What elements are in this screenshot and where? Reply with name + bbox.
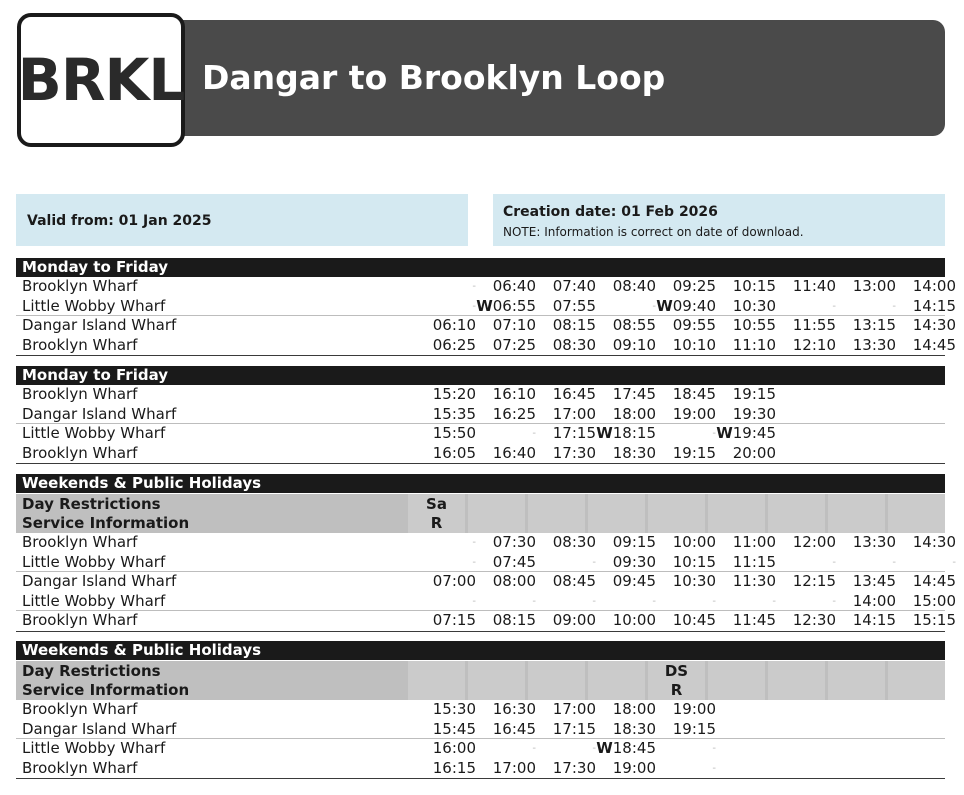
wharf-marker: W: [476, 296, 493, 315]
table-row: [16, 296, 956, 316]
departure-time: 07:30: [492, 533, 536, 551]
departure-time: 17:45: [612, 385, 656, 403]
departure-time: 17:00: [552, 404, 596, 423]
table-row: [16, 759, 945, 778]
stop-name: Little Wobby Wharf: [22, 552, 166, 571]
departure-time: W18:45: [596, 739, 656, 758]
departure-time: W19:45: [716, 424, 776, 443]
restriction-cell: [528, 494, 585, 533]
departure-time: 13:15: [852, 316, 896, 335]
stop-name: Brooklyn Wharf: [22, 385, 138, 403]
departure-time: 10:00: [672, 533, 716, 551]
departure-time: 10:10: [672, 335, 716, 354]
departure-time: 09:00: [552, 611, 596, 630]
day-restriction: DS: [664, 662, 689, 680]
departure-time: 15:35: [432, 404, 476, 423]
restriction-cell: [408, 661, 465, 700]
departure-time: 09:55: [672, 316, 716, 335]
section-title: Monday to Friday: [22, 366, 169, 384]
restriction-cell: [708, 661, 765, 700]
no-service-dash: -: [472, 556, 476, 568]
departure-time: 12:15: [792, 572, 836, 591]
restriction-cell: [588, 494, 645, 533]
departure-time: 10:30: [672, 572, 716, 591]
departure-time: 11:55: [792, 316, 836, 335]
restriction-cell: [828, 661, 885, 700]
departure-time: 14:00: [912, 277, 956, 295]
restrictions-block: [16, 661, 945, 700]
no-service-dash: -: [892, 556, 896, 568]
no-service-dash: -: [772, 595, 776, 607]
restriction-cell: [828, 494, 885, 533]
section-title: Weekends & Public Holidays: [22, 641, 262, 659]
departure-time: 18:00: [612, 404, 656, 423]
departure-time: 17:30: [552, 443, 596, 462]
stop-name: Little Wobby Wharf: [22, 591, 166, 610]
departure-time: 06:40: [492, 277, 536, 295]
download-note: NOTE: Information is correct on date of download.: [503, 225, 804, 239]
departure-time: 11:40: [792, 277, 836, 295]
departure-time: 17:15: [552, 424, 596, 443]
restriction-cell: [768, 661, 825, 700]
no-service-dash: -: [832, 595, 836, 607]
no-service-dash: -: [592, 556, 596, 568]
table-row: [16, 335, 956, 355]
departure-time: W09:40: [656, 296, 716, 315]
table-row: [16, 444, 945, 463]
no-service-dash: -: [712, 762, 716, 774]
departure-time: W06:55: [476, 296, 536, 315]
restriction-cell: [708, 494, 765, 533]
departure-time: 19:15: [732, 385, 776, 403]
table-row: [16, 611, 956, 630]
table-row: [16, 739, 945, 758]
departure-time: 16:40: [492, 443, 536, 462]
no-service-dash: -: [712, 428, 716, 440]
departure-time: 17:00: [492, 758, 536, 777]
departure-time: 15:50: [432, 424, 476, 443]
departure-time: 19:00: [672, 404, 716, 423]
departure-time: 06:25: [432, 335, 476, 354]
section-bottom-rule: [16, 778, 945, 779]
departure-time: 13:00: [852, 277, 896, 295]
departure-time: 16:15: [432, 758, 476, 777]
stop-name: Brooklyn Wharf: [22, 277, 138, 295]
departure-time: 19:00: [612, 758, 656, 777]
departure-time: 09:25: [672, 277, 716, 295]
table-row: [16, 277, 956, 296]
departure-time: 16:00: [432, 739, 476, 758]
departure-time: 15:30: [432, 700, 476, 718]
departure-time: 14:30: [912, 316, 956, 335]
no-service-dash: -: [472, 595, 476, 607]
departure-time: 11:30: [732, 572, 776, 591]
section-title: Weekends & Public Holidays: [22, 474, 262, 492]
no-service-dash: -: [592, 595, 596, 607]
restriction-cell: [888, 661, 945, 700]
table-row: [16, 552, 956, 572]
no-service-dash: -: [832, 300, 836, 312]
departure-time: 11:10: [732, 335, 776, 354]
table-row: [16, 405, 945, 424]
creation-date-box: [493, 194, 945, 246]
stop-name: Little Wobby Wharf: [22, 424, 166, 443]
restriction-cell: [768, 494, 825, 533]
table-row: [16, 572, 956, 591]
table-row: [16, 316, 956, 335]
departure-time: 15:45: [432, 719, 476, 738]
departure-time: 09:45: [612, 572, 656, 591]
departure-time: 20:00: [732, 443, 776, 462]
valid-from: Valid from: 01 Jan 2025: [27, 213, 212, 229]
service-info: R: [670, 681, 683, 699]
departure-time: 14:45: [912, 335, 956, 354]
departure-time: 16:45: [492, 719, 536, 738]
no-service-dash: -: [532, 428, 536, 440]
departure-time: 07:00: [432, 572, 476, 591]
departure-time: 16:05: [432, 443, 476, 462]
departure-time: 10:45: [672, 611, 716, 630]
departure-time: 17:00: [552, 700, 596, 718]
departure-time: 19:15: [672, 719, 716, 738]
no-service-dash: -: [652, 300, 656, 312]
stop-name: Dangar Island Wharf: [22, 316, 177, 335]
departure-time: 10:00: [612, 611, 656, 630]
departure-time: 09:30: [612, 552, 656, 571]
departure-time: 13:45: [852, 572, 896, 591]
departure-time: 13:30: [852, 533, 896, 551]
departure-time: 07:55: [552, 296, 596, 315]
departure-time: 15:15: [912, 611, 956, 630]
departure-time: 09:10: [612, 335, 656, 354]
no-service-dash: -: [712, 743, 716, 755]
no-service-dash: -: [592, 743, 596, 755]
route-code-badge: [17, 13, 185, 147]
departure-time: 09:15: [612, 533, 656, 551]
stop-name: Brooklyn Wharf: [22, 611, 138, 630]
departure-time: 10:15: [732, 277, 776, 295]
departure-time: 08:30: [552, 335, 596, 354]
departure-time: 14:00: [852, 591, 896, 610]
wharf-marker: W: [716, 424, 733, 443]
departure-time: 06:10: [432, 316, 476, 335]
service-information-label: Service Information: [22, 681, 190, 699]
table-row: [16, 385, 945, 404]
stop-name: Little Wobby Wharf: [22, 296, 166, 315]
route-title: Dangar to Brooklyn Loop: [202, 58, 666, 97]
table-row: [16, 424, 945, 443]
departure-time: 07:40: [552, 277, 596, 295]
route-code: BRKL: [17, 46, 185, 114]
restriction-cell: [468, 494, 525, 533]
no-service-dash: -: [952, 556, 956, 568]
departure-time: 15:20: [432, 385, 476, 403]
departure-time: 16:10: [492, 385, 536, 403]
departure-time: 07:45: [492, 552, 536, 571]
departure-time: 08:45: [552, 572, 596, 591]
departure-time: 12:30: [792, 611, 836, 630]
departure-time: 07:15: [432, 611, 476, 630]
departure-time: W18:15: [596, 424, 656, 443]
departure-time: 13:30: [852, 335, 896, 354]
day-restriction: Sa: [426, 495, 447, 513]
restriction-cell: [588, 661, 645, 700]
stop-name: Dangar Island Wharf: [22, 572, 177, 591]
departure-time: 16:45: [552, 385, 596, 403]
departure-time: 11:15: [732, 552, 776, 571]
departure-time: 17:30: [552, 758, 596, 777]
wharf-marker: W: [596, 739, 613, 758]
creation-date: Creation date: 01 Feb 2026: [503, 204, 718, 220]
stop-name: Dangar Island Wharf: [22, 719, 177, 738]
departure-time: 12:00: [792, 533, 836, 551]
departure-time: 10:30: [732, 296, 776, 315]
section-title: Monday to Friday: [22, 258, 169, 276]
day-restrictions-label: Day Restrictions: [22, 662, 161, 680]
no-service-dash: -: [832, 556, 836, 568]
departure-time: 18:30: [612, 719, 656, 738]
departure-time: 14:30: [912, 533, 956, 551]
wharf-marker: W: [596, 424, 613, 443]
departure-time: 11:45: [732, 611, 776, 630]
departure-time: 10:55: [732, 316, 776, 335]
departure-time: 15:00: [912, 591, 956, 610]
service-information-label: Service Information: [22, 514, 190, 532]
stop-name: Little Wobby Wharf: [22, 739, 166, 758]
departure-time: 19:15: [672, 443, 716, 462]
restriction-cell: [468, 661, 525, 700]
stop-name: Brooklyn Wharf: [22, 335, 138, 354]
departure-time: 14:15: [852, 611, 896, 630]
departure-time: 19:30: [732, 404, 776, 423]
no-service-dash: -: [712, 595, 716, 607]
service-info: R: [430, 514, 443, 532]
departure-time: 18:45: [672, 385, 716, 403]
table-row: [16, 591, 956, 611]
restriction-cell: [528, 661, 585, 700]
departure-time: 07:25: [492, 335, 536, 354]
no-service-dash: -: [472, 281, 476, 292]
departure-time: 08:15: [552, 316, 596, 335]
no-service-dash: -: [652, 595, 656, 607]
no-service-dash: -: [472, 300, 476, 312]
departure-time: 18:00: [612, 700, 656, 718]
stop-name: Brooklyn Wharf: [22, 700, 138, 718]
departure-time: 16:25: [492, 404, 536, 423]
departure-time: 12:10: [792, 335, 836, 354]
section-header: [16, 258, 945, 277]
departure-time: 08:30: [552, 533, 596, 551]
departure-time: 11:00: [732, 533, 776, 551]
stop-name: Brooklyn Wharf: [22, 758, 138, 777]
departure-time: 16:30: [492, 700, 536, 718]
section-bottom-rule: [16, 355, 945, 356]
departure-time: 14:45: [912, 572, 956, 591]
table-row: [16, 720, 945, 739]
section-bottom-rule: [16, 631, 945, 632]
section-header: [16, 366, 945, 385]
section-bottom-rule: [16, 463, 945, 464]
day-restrictions-label: Day Restrictions: [22, 495, 161, 513]
table-row: [16, 700, 945, 719]
stop-name: Brooklyn Wharf: [22, 533, 138, 551]
no-service-dash: -: [532, 595, 536, 607]
departure-time: 08:40: [612, 277, 656, 295]
table-row: [16, 533, 956, 552]
departure-time: 19:00: [672, 700, 716, 718]
valid-from-box: [16, 194, 468, 246]
departure-time: 10:15: [672, 552, 716, 571]
section-header: [16, 474, 945, 493]
restriction-cell: [888, 494, 945, 533]
departure-time: 08:00: [492, 572, 536, 591]
departure-time: 08:15: [492, 611, 536, 630]
departure-time: 08:55: [612, 316, 656, 335]
restrictions-block: [16, 494, 945, 533]
departure-time: 18:30: [612, 443, 656, 462]
stop-name: Brooklyn Wharf: [22, 443, 138, 462]
stop-name: Dangar Island Wharf: [22, 404, 177, 423]
restriction-cell: [648, 494, 705, 533]
no-service-dash: -: [472, 537, 476, 548]
no-service-dash: -: [892, 300, 896, 312]
wharf-marker: W: [656, 296, 673, 315]
departure-time: 14:15: [912, 296, 956, 315]
departure-time: 17:15: [552, 719, 596, 738]
section-header: [16, 641, 945, 660]
departure-time: 07:10: [492, 316, 536, 335]
no-service-dash: -: [532, 743, 536, 755]
